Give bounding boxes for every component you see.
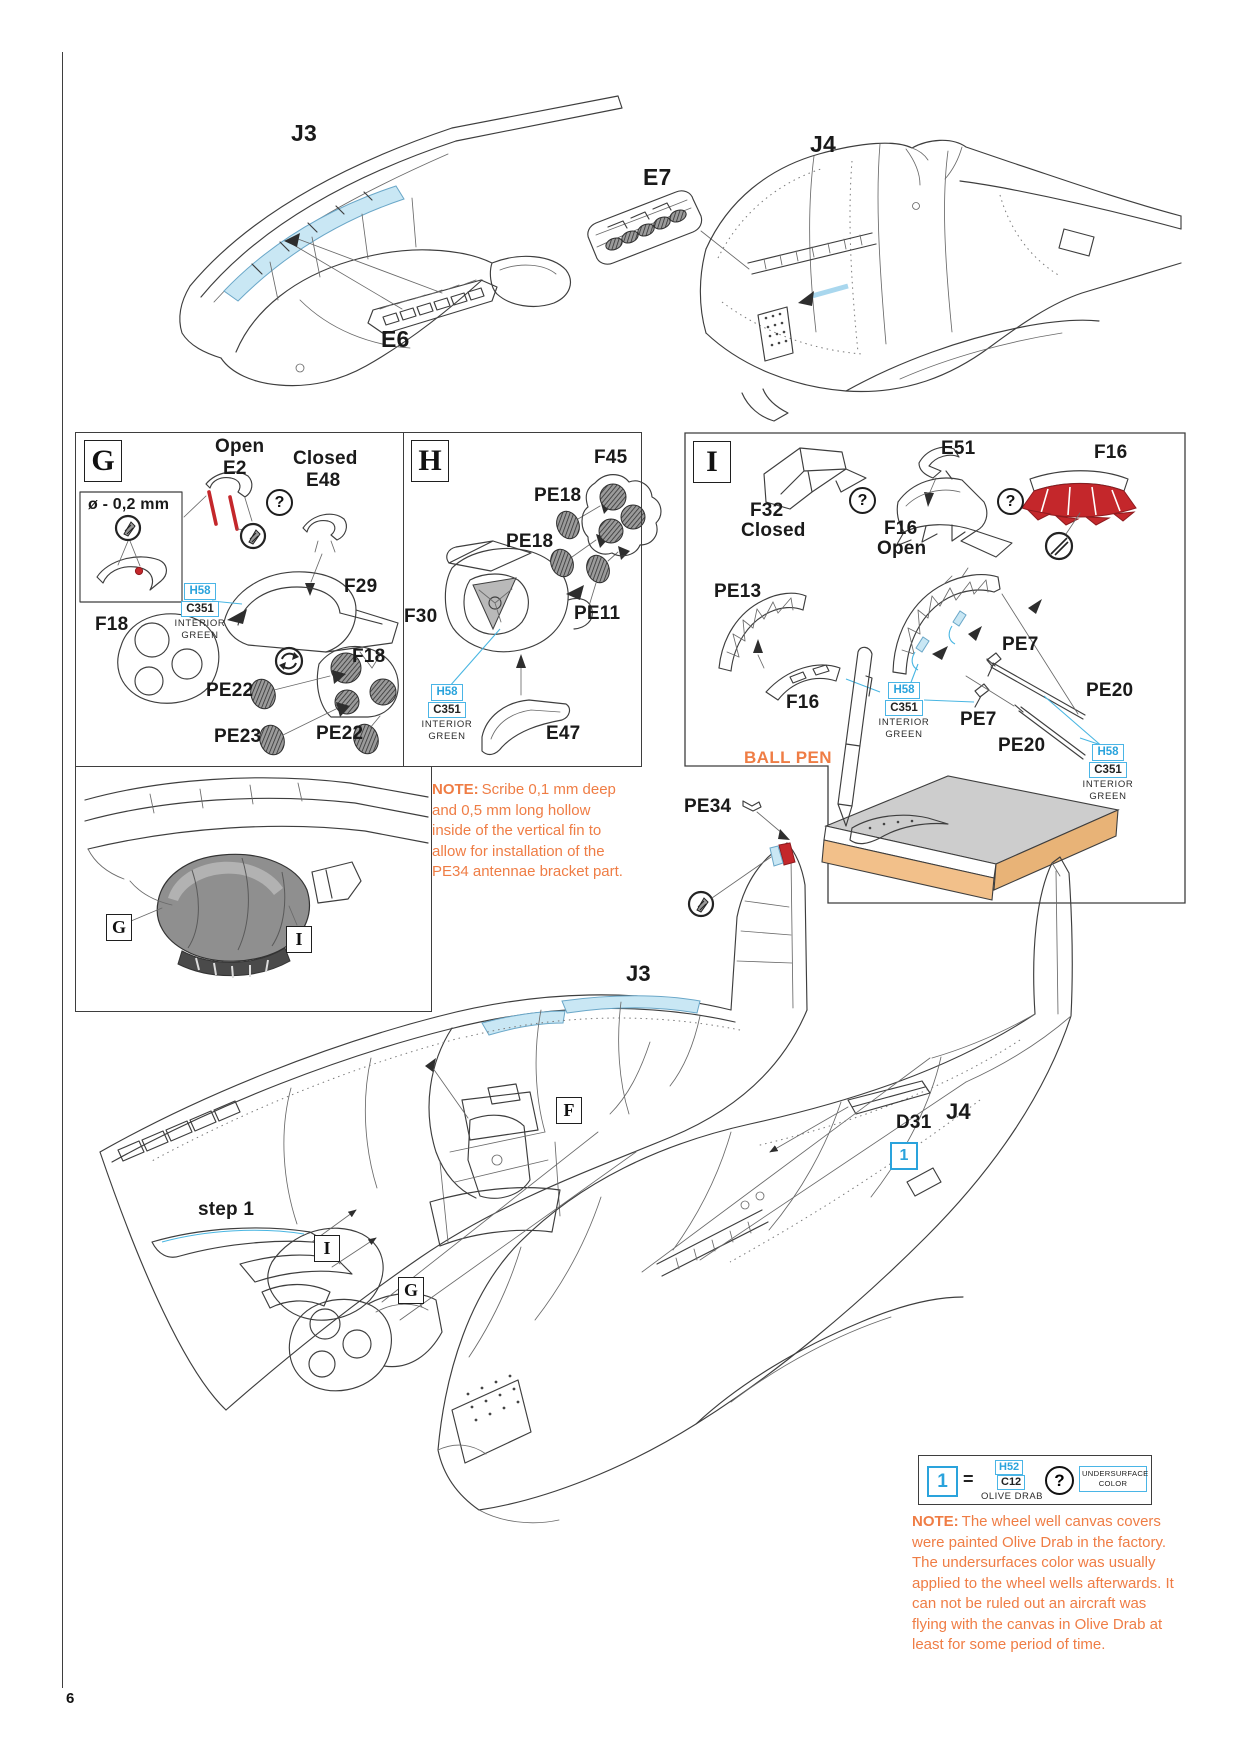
- part-label-pe7-a: PE7: [1002, 634, 1039, 655]
- part-label-f45: F45: [594, 447, 628, 468]
- assembly-tag-i: I: [286, 926, 312, 953]
- paint-name: GREEN: [885, 728, 923, 740]
- paint-code-mr-color: C351: [885, 700, 923, 717]
- part-label-j3-main: J3: [626, 961, 651, 986]
- color-callout-interior-green: [158, 583, 242, 641]
- part-label-f16-strip: F16: [786, 692, 820, 713]
- art-main-j4: [438, 857, 1072, 1523]
- paint-code-aqueous: H58: [184, 583, 215, 600]
- paint-code-aqueous: H52: [995, 1460, 1023, 1475]
- tool-label-ball-pen: BALL PEN: [744, 748, 832, 767]
- note-fin-scribe: [432, 780, 632, 883]
- rivet-grid: [765, 313, 788, 347]
- section-tag-g: G: [84, 440, 122, 482]
- part-label-pe34: PE34: [684, 796, 732, 817]
- note-wheel-well: [912, 1512, 1184, 1656]
- art-e7-part: [588, 191, 749, 269]
- assembly-tag-g-main: G: [398, 1277, 424, 1304]
- part-label-pe11: PE11: [574, 603, 621, 624]
- label-f32-closed: Closed: [741, 520, 806, 541]
- part-label-e47: E47: [546, 723, 581, 744]
- paint-code-aqueous: H58: [888, 682, 919, 699]
- section-tag-i: I: [693, 441, 731, 483]
- part-label-pe18-a: PE18: [534, 485, 582, 506]
- assembly-tag-i-main: I: [314, 1235, 340, 1262]
- part-label-f16-open: F16: [884, 518, 918, 539]
- part-label-d31: D31: [896, 1112, 932, 1133]
- color-callout-interior-green: [862, 682, 946, 740]
- part-label-pe7-b: PE7: [960, 709, 997, 730]
- label-open: Open: [215, 436, 265, 457]
- paint-name: INTERIOR: [1082, 779, 1134, 791]
- undersurface-line2: COLOR: [1098, 1478, 1128, 1488]
- part-label-f16-red: F16: [1094, 442, 1128, 463]
- note-label: NOTE:: [432, 781, 479, 798]
- part-label-pe22-b: PE22: [316, 723, 364, 744]
- art-e6-part: [284, 233, 497, 334]
- art-main-step1: [152, 1210, 422, 1308]
- part-label-f18-right: F18: [352, 646, 386, 667]
- assembly-tag-f: F: [556, 1097, 582, 1124]
- part-label-f30: F30: [404, 606, 438, 627]
- part-label-f32: F32: [750, 500, 784, 521]
- part-label-e48: E48: [306, 470, 341, 491]
- part-label-e6: E6: [381, 326, 410, 352]
- undersurface-color-box: [1079, 1466, 1147, 1492]
- drill-size-note: ø - 0,2 mm: [88, 496, 170, 513]
- part-label-j4-top: J4: [810, 131, 836, 157]
- paint-name-olive-drab: OLIVE DRAB: [981, 1491, 1044, 1502]
- paint-code-aqueous: H58: [1092, 744, 1123, 761]
- part-label-e2: E2: [223, 458, 247, 479]
- paint-name: GREEN: [1089, 790, 1127, 802]
- paint-code-mr-color: C351: [1089, 762, 1127, 779]
- legend-equals: =: [963, 1469, 974, 1489]
- label-f16-open-state: Open: [877, 538, 927, 559]
- part-label-pe20-b: PE20: [998, 735, 1046, 756]
- part-label-pe22-a: PE22: [206, 680, 254, 701]
- color-legend: [918, 1455, 1152, 1505]
- paint-name: INTERIOR: [174, 618, 226, 630]
- drill-icon: [689, 892, 713, 916]
- legend-color-ref: 1: [927, 1466, 958, 1497]
- paint-name: INTERIOR: [421, 719, 473, 731]
- part-label-f18-left: F18: [95, 614, 129, 635]
- art-main-cockpit: [425, 1058, 560, 1246]
- color-ref-badge: 1: [890, 1142, 918, 1170]
- part-label-pe13: PE13: [714, 581, 762, 602]
- question-icon: ?: [997, 488, 1024, 515]
- art-main-fin: [689, 801, 807, 1010]
- note-text: Scribe 0,1 mm deep and 0,5 mm long hollow inside of the vertical fin to allow for installation of the PE34 antennae bracket part.: [432, 781, 623, 881]
- undersurface-line1: UNDERSURFACE: [1082, 1469, 1149, 1478]
- section-tag-h: H: [411, 440, 449, 482]
- part-label-pe23: PE23: [214, 726, 262, 747]
- art-j4-top: [700, 140, 1181, 421]
- part-label-f29: F29: [344, 576, 378, 597]
- question-icon: ?: [1045, 1466, 1074, 1495]
- paint-code-mr-color: C351: [181, 601, 219, 618]
- part-label-pe18-b: PE18: [506, 531, 554, 552]
- paint-code-mr-color: C12: [997, 1475, 1025, 1490]
- art-main-g-assembly: [289, 1132, 636, 1391]
- question-icon: ?: [266, 489, 293, 516]
- part-label-e7: E7: [643, 164, 672, 190]
- scrape-icon: [1046, 533, 1072, 559]
- paint-code-mr-color: C351: [428, 702, 466, 719]
- paint-name: GREEN: [181, 629, 219, 641]
- subassembly-box: [75, 766, 432, 1012]
- part-label-e51: E51: [941, 438, 976, 459]
- color-callout-interior-green: [1066, 744, 1150, 802]
- page-left-rule: [62, 52, 63, 1688]
- note-label: NOTE:: [912, 1513, 959, 1530]
- part-label-j3-top: J3: [291, 120, 317, 146]
- paint-code-aqueous: H58: [431, 684, 462, 701]
- paint-name: INTERIOR: [878, 717, 930, 729]
- question-icon: ?: [849, 487, 876, 514]
- assembly-tag-g: G: [106, 914, 132, 941]
- note-text: The wheel well canvas covers were painted Olive Drab in the factory. The undersurfaces color was usually applied to the wheel wells afterwards. It can not be ruled out an aircraft was flying with the canvas in Olive Drab at least for some period of time.: [912, 1513, 1174, 1654]
- part-label-pe20-a: PE20: [1086, 680, 1134, 701]
- step-label: step 1: [198, 1199, 255, 1220]
- part-label-j4-main: J4: [946, 1099, 971, 1124]
- label-closed: Closed: [293, 448, 358, 469]
- color-callout-interior-green: [405, 684, 489, 742]
- page-number: 6: [66, 1690, 75, 1707]
- paint-name: GREEN: [428, 730, 466, 742]
